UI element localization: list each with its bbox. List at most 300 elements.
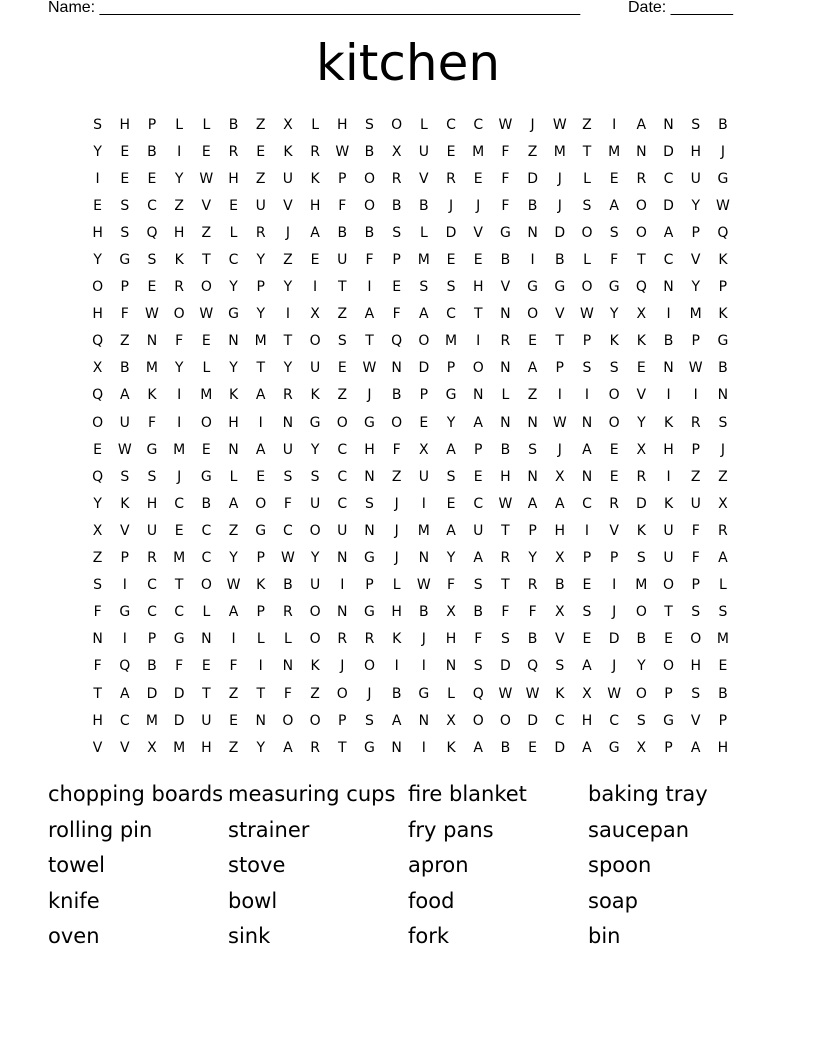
grid-letter: T xyxy=(555,333,565,350)
grid-letter: H xyxy=(445,631,457,648)
grid-letter: J xyxy=(720,143,725,160)
grid-letter: I xyxy=(421,658,426,675)
grid-letter: S xyxy=(691,604,701,621)
grid-letter: S xyxy=(582,604,592,621)
grid-letter: E xyxy=(256,468,266,485)
grid-letter: P xyxy=(691,577,700,594)
grid-letter: G xyxy=(554,279,566,296)
grid-letter: K xyxy=(147,387,157,404)
grid-letter: P xyxy=(338,712,347,729)
grid-letter: D xyxy=(663,197,674,214)
grid-letter: M xyxy=(608,143,621,160)
grid-letter: F xyxy=(120,306,129,323)
grid-letter: Q xyxy=(146,224,158,241)
grid-letter: Y xyxy=(283,279,293,296)
word-bank-item: fire blanket xyxy=(408,782,527,806)
grid-letter: A xyxy=(364,306,375,323)
grid-letter: P xyxy=(365,577,374,594)
grid-letter: R xyxy=(636,468,647,485)
grid-letter: N xyxy=(418,550,430,567)
grid-letter: S xyxy=(93,116,103,133)
grid-letter: W xyxy=(117,441,132,458)
grid-letter: O xyxy=(309,631,321,648)
grid-letter: A xyxy=(228,604,239,621)
grid-letter: U xyxy=(418,468,429,485)
grid-letter: G xyxy=(228,306,239,323)
grid-letter: A xyxy=(554,495,565,512)
grid-letter: J xyxy=(367,387,372,404)
grid-letter: E xyxy=(473,252,483,269)
word-bank-item: oven xyxy=(48,924,100,948)
grid-letter: F xyxy=(610,252,619,269)
grid-letter: I xyxy=(666,387,671,404)
grid-letter: S xyxy=(419,279,429,296)
grid-letter: N xyxy=(364,522,375,539)
grid-letter: N xyxy=(255,712,266,729)
grid-letter: I xyxy=(177,143,182,160)
grid-letter: S xyxy=(120,468,130,485)
grid-letter: E xyxy=(664,631,673,648)
grid-letter: E xyxy=(446,252,456,269)
word-bank-item: sink xyxy=(228,924,271,948)
grid-letter: V xyxy=(119,739,130,756)
grid-letter: Y xyxy=(174,170,184,187)
grid-letter: I xyxy=(122,631,127,648)
grid-letter: Y xyxy=(637,658,646,675)
grid-letter: A xyxy=(391,712,402,729)
grid-letter: B xyxy=(500,739,511,756)
grid-letter: G xyxy=(608,739,620,756)
grid-letter: E xyxy=(256,143,266,160)
grid-letter: T xyxy=(93,685,102,702)
grid-letter: O xyxy=(200,414,212,431)
grid-letter: O xyxy=(635,604,647,621)
grid-letter: O xyxy=(309,604,321,621)
grid-letter: X xyxy=(554,604,565,621)
grid-letter: N xyxy=(663,279,674,296)
grid-letter: O xyxy=(309,522,321,539)
grid-letter: C xyxy=(337,441,348,458)
grid-letter: J xyxy=(612,604,617,621)
grid-letter: P xyxy=(718,712,728,729)
grid-letter: W xyxy=(498,495,513,512)
grid-letter: T xyxy=(501,577,510,594)
grid-letter: N xyxy=(445,658,457,675)
grid-letter: J xyxy=(448,197,454,214)
grid-letter: R xyxy=(228,143,239,160)
grid-letter: E xyxy=(93,441,103,458)
grid-letter: C xyxy=(663,170,674,187)
grid-letter: A xyxy=(527,495,538,512)
grid-letter: I xyxy=(177,414,182,431)
grid-letter: P xyxy=(691,224,700,241)
grid-letter: S xyxy=(555,658,565,675)
grid-letter: Y xyxy=(174,360,184,377)
grid-letter: Z xyxy=(201,224,212,241)
grid-letter: V xyxy=(636,387,647,404)
grid-letter: B xyxy=(554,252,565,269)
grid-letter: E xyxy=(528,333,538,350)
grid-letter: A xyxy=(473,414,483,431)
grid-letter: O xyxy=(336,685,348,702)
grid-letter: M xyxy=(173,550,186,567)
grid-letter: L xyxy=(583,252,591,269)
grid-letter: N xyxy=(337,604,348,621)
grid-letter: E xyxy=(120,170,130,187)
grid-letter: C xyxy=(147,577,157,594)
grid-letter: G xyxy=(200,468,212,485)
grid-letter: F xyxy=(691,522,700,539)
grid-letter: S xyxy=(609,360,619,377)
grid-letter: O xyxy=(418,333,430,350)
grid-letter: M xyxy=(553,143,566,160)
grid-letter: A xyxy=(446,441,456,458)
grid-letter: X xyxy=(446,712,456,729)
grid-letter: O xyxy=(472,360,484,377)
grid-letter: C xyxy=(473,116,484,133)
grid-letter: A xyxy=(527,360,538,377)
grid-letter: Y xyxy=(93,495,102,512)
grid-letter: J xyxy=(177,468,182,485)
grid-letter: K xyxy=(228,387,239,404)
word-bank-item: baking tray xyxy=(588,782,708,806)
grid-letter: F xyxy=(691,550,700,567)
word-bank-item: towel xyxy=(48,853,106,877)
grid-letter: G xyxy=(608,279,620,296)
grid-letter: A xyxy=(119,685,130,702)
grid-letter: Z xyxy=(527,143,538,160)
grid-letter: U xyxy=(282,170,294,187)
grid-letter: Y xyxy=(229,360,238,377)
grid-letter: G xyxy=(717,170,729,187)
grid-letter: F xyxy=(501,197,510,214)
grid-letter: P xyxy=(120,279,129,296)
grid-letter: N xyxy=(663,360,674,377)
grid-letter: I xyxy=(313,279,318,296)
grid-letter: B xyxy=(391,685,402,702)
grid-letter: B xyxy=(364,143,375,160)
grid-letter: N xyxy=(418,712,430,729)
grid-letter: S xyxy=(446,468,456,485)
grid-letter: S xyxy=(528,441,538,458)
grid-letter: L xyxy=(419,116,428,133)
grid-letter: A xyxy=(255,387,266,404)
grid-letter: T xyxy=(582,143,592,160)
grid-letter: L xyxy=(256,631,265,648)
grid-letter: P xyxy=(256,604,265,621)
grid-letter: Z xyxy=(310,685,320,702)
grid-letter: T xyxy=(202,252,211,269)
grid-letter: T xyxy=(338,739,347,756)
grid-letter: D xyxy=(527,170,538,187)
grid-letter: S xyxy=(365,116,374,133)
grid-letter: U xyxy=(690,495,701,512)
grid-letter: E xyxy=(147,170,157,187)
grid-letter: O xyxy=(581,279,593,296)
grid-letter: G xyxy=(364,550,375,567)
grid-letter: X xyxy=(419,441,429,458)
grid-letter: P xyxy=(555,360,564,377)
grid-letter: J xyxy=(720,441,725,458)
grid-letter: B xyxy=(228,116,239,133)
grid-letter: V xyxy=(690,712,701,729)
grid-letter: O xyxy=(363,197,375,214)
grid-letter: Q xyxy=(527,658,539,675)
grid-letter: E xyxy=(609,441,619,458)
grid-letter: L xyxy=(175,116,184,133)
grid-letter: D xyxy=(500,658,511,675)
grid-letter: S xyxy=(93,577,103,594)
grid-letter: S xyxy=(609,224,619,241)
grid-letter: C xyxy=(283,522,293,539)
grid-letter: O xyxy=(255,495,267,512)
grid-letter: K xyxy=(718,306,728,323)
grid-letter: H xyxy=(119,116,131,133)
grid-letter: R xyxy=(609,495,620,512)
grid-letter: I xyxy=(530,252,535,269)
grid-letter: D xyxy=(445,224,457,241)
grid-letter: G xyxy=(146,441,158,458)
grid-letter: H xyxy=(472,279,484,296)
grid-letter: W xyxy=(199,306,214,323)
grid-letter: Y xyxy=(637,414,646,431)
grid-letter: W xyxy=(280,550,295,567)
grid-letter: R xyxy=(310,143,320,160)
grid-letter: M xyxy=(444,333,458,350)
grid-letter: E xyxy=(337,360,347,377)
grid-letter: R xyxy=(255,224,266,241)
grid-letter: V xyxy=(690,252,701,269)
grid-letter: N xyxy=(282,658,294,675)
grid-letter: G xyxy=(418,685,430,702)
grid-letter: V xyxy=(473,224,483,241)
grid-letter: W xyxy=(226,577,241,594)
grid-letter: Z xyxy=(255,116,266,133)
grid-letter: X xyxy=(92,522,103,539)
grid-letter: E xyxy=(201,658,211,675)
grid-letter: F xyxy=(392,306,401,323)
grid-letter: X xyxy=(636,306,647,323)
grid-letter: O xyxy=(635,197,647,214)
grid-letter: G xyxy=(255,522,267,539)
grid-letter: Y xyxy=(691,279,700,296)
grid-letter: P xyxy=(609,550,619,567)
grid-letter: J xyxy=(367,685,372,702)
grid-letter: A xyxy=(310,224,320,241)
grid-letter: S xyxy=(337,333,347,350)
grid-letter: O xyxy=(635,685,647,702)
grid-letter: R xyxy=(391,170,402,187)
grid-letter: J xyxy=(476,197,481,214)
grid-letter: X xyxy=(636,441,647,458)
grid-letter: B xyxy=(147,658,157,675)
grid-letter: D xyxy=(554,224,566,241)
grid-letter: O xyxy=(363,658,375,675)
grid-letter: S xyxy=(120,224,130,241)
grid-letter: K xyxy=(636,522,646,539)
word-bank-item: rolling pin xyxy=(48,817,153,842)
grid-letter: Y xyxy=(256,252,265,269)
grid-letter: J xyxy=(394,495,399,512)
grid-letter: U xyxy=(146,522,158,539)
grid-letter: K xyxy=(120,495,130,512)
grid-letter: Q xyxy=(119,658,131,675)
grid-letter: N xyxy=(228,333,239,350)
grid-letter: A xyxy=(636,116,647,133)
grid-letter: L xyxy=(284,631,292,648)
grid-letter: R xyxy=(310,739,320,756)
grid-letter: N xyxy=(472,387,484,404)
grid-letter: N xyxy=(282,414,294,431)
word-bank-item: strainer xyxy=(228,817,310,842)
grid-letter: P xyxy=(256,550,265,567)
grid-letter: A xyxy=(582,441,592,458)
grid-letter: E xyxy=(636,360,646,377)
word-bank-item: fork xyxy=(408,924,450,948)
grid-letter: K xyxy=(446,739,456,756)
grid-letter: B xyxy=(636,631,647,648)
grid-letter: K xyxy=(636,333,646,350)
grid-letter: E xyxy=(718,658,728,675)
grid-letter: O xyxy=(581,224,593,241)
grid-letter: I xyxy=(95,170,100,187)
grid-letter: B xyxy=(527,197,538,214)
grid-letter: X xyxy=(582,685,592,702)
grid-letter: C xyxy=(337,495,348,512)
grid-letter: F xyxy=(175,333,184,350)
grid-letter: F xyxy=(392,441,401,458)
grid-letter: F xyxy=(283,685,292,702)
grid-letter: O xyxy=(635,224,647,241)
grid-letter: P xyxy=(147,631,157,648)
grid-letter: Z xyxy=(92,550,103,567)
grid-letter: Z xyxy=(228,685,239,702)
grid-letter: P xyxy=(419,387,429,404)
grid-letter: F xyxy=(528,604,537,621)
grid-letter: N xyxy=(228,441,239,458)
grid-letter: Q xyxy=(391,333,403,350)
grid-letter: O xyxy=(608,387,620,404)
grid-letter: J xyxy=(394,550,399,567)
grid-letter: S xyxy=(310,468,320,485)
grid-letter: W xyxy=(525,685,540,702)
grid-letter: F xyxy=(474,631,483,648)
grid-letter: V xyxy=(554,306,565,323)
grid-letter: X xyxy=(283,116,293,133)
grid-letter: Z xyxy=(174,197,184,214)
grid-letter: X xyxy=(391,143,402,160)
grid-letter: U xyxy=(663,522,674,539)
grid-letter: Y xyxy=(310,441,320,458)
grid-letter: H xyxy=(690,143,701,160)
grid-letter: C xyxy=(582,495,592,512)
grid-letter: P xyxy=(147,116,157,133)
grid-letter: A xyxy=(419,306,429,323)
grid-letter: I xyxy=(693,387,698,404)
grid-letter: T xyxy=(501,522,510,539)
grid-letter: V xyxy=(500,279,511,296)
grid-letter: U xyxy=(309,360,321,377)
grid-letter: A xyxy=(582,739,592,756)
grid-letter: I xyxy=(367,279,372,296)
grid-letter: I xyxy=(584,387,590,404)
grid-letter: O xyxy=(92,414,104,431)
grid-letter: O xyxy=(608,414,620,431)
grid-letter: G xyxy=(445,387,457,404)
grid-letter: V xyxy=(283,197,293,214)
grid-letter: E xyxy=(446,495,456,512)
grid-letter: L xyxy=(719,577,727,594)
grid-letter: U xyxy=(473,522,484,539)
grid-letter: B xyxy=(119,360,130,377)
word-bank-item: measuring cups xyxy=(228,782,396,806)
word-bank-item: apron xyxy=(408,853,469,877)
word-bank-item: spoon xyxy=(588,853,652,877)
grid-letter: T xyxy=(365,333,374,350)
grid-letter: V xyxy=(92,739,103,756)
grid-letter: E xyxy=(609,468,619,485)
grid-letter: X xyxy=(718,495,728,512)
grid-letter: E xyxy=(473,468,483,485)
grid-letter: U xyxy=(119,414,130,431)
grid-letter: C xyxy=(228,252,239,269)
page-title: kitchen xyxy=(315,34,501,92)
grid-letter: I xyxy=(476,333,481,350)
grid-letter: S xyxy=(500,631,510,648)
grid-letter: L xyxy=(202,116,211,133)
grid-letter: J xyxy=(530,116,535,133)
grid-letter: B xyxy=(419,604,429,621)
grid-letter: O xyxy=(336,414,348,431)
grid-letter: U xyxy=(201,712,212,729)
grid-letter: I xyxy=(258,658,263,675)
grid-letter: T xyxy=(202,685,211,702)
grid-letter: N xyxy=(581,468,593,485)
grid-letter: Z xyxy=(582,116,592,133)
grid-letter: T xyxy=(664,604,673,621)
grid-letter: Q xyxy=(92,468,104,485)
grid-letter: D xyxy=(173,685,185,702)
grid-letter: A xyxy=(228,495,239,512)
grid-letter: B xyxy=(527,631,538,648)
grid-letter: D xyxy=(608,631,620,648)
grid-letter: E xyxy=(147,279,157,296)
grid-letter: U xyxy=(282,441,294,458)
grid-letter: Z xyxy=(255,170,266,187)
grid-letter: D xyxy=(173,712,185,729)
grid-letter: J xyxy=(612,658,617,675)
grid-letter: K xyxy=(283,143,293,160)
grid-letter: K xyxy=(555,685,565,702)
grid-letter: Z xyxy=(228,522,239,539)
grid-letter: W xyxy=(362,360,377,377)
grid-letter: K xyxy=(663,414,674,431)
grid-letter: S xyxy=(365,495,374,512)
grid-letter: O xyxy=(363,170,375,187)
grid-letter: N xyxy=(663,116,674,133)
grid-letter: E xyxy=(229,197,238,214)
grid-letter: E xyxy=(528,739,538,756)
grid-letter: P xyxy=(664,685,673,702)
grid-letter: K xyxy=(663,495,674,512)
grid-letter: W xyxy=(416,577,431,594)
grid-letter: T xyxy=(283,333,293,350)
grid-letter: N xyxy=(92,631,103,648)
grid-letter: A xyxy=(582,658,592,675)
grid-letter: O xyxy=(92,279,104,296)
grid-letter: R xyxy=(337,631,348,648)
grid-letter: X xyxy=(636,739,647,756)
